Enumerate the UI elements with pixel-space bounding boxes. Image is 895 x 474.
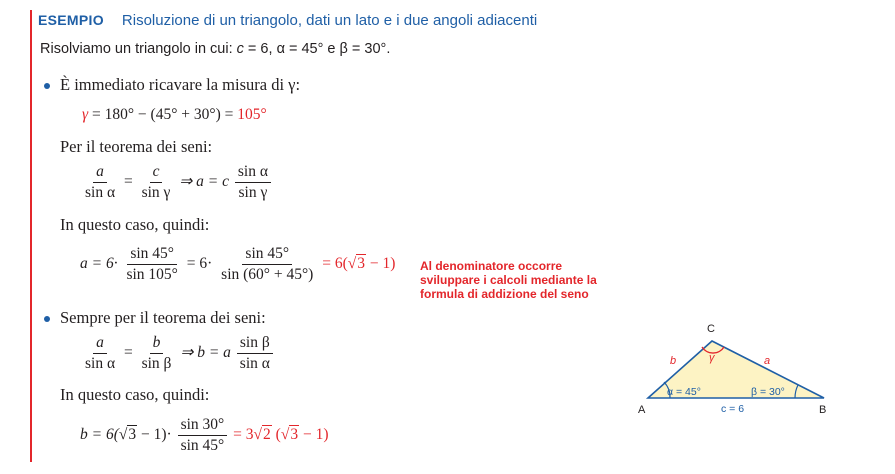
law1-equals: = (123, 172, 133, 190)
angle-gamma-label: γ (709, 352, 715, 364)
step1-text: È immediato ricavare la misura di γ: (60, 75, 301, 94)
gamma-calc: = 180° − (45° + 30°) = (88, 106, 238, 123)
addition-formula-note: Al denominatore occorre sviluppare i calcoli mediante la formula di addizione del seno (420, 259, 597, 301)
case2-formula (80, 416, 329, 455)
bullet-2 (44, 316, 50, 322)
case2-lhs: b = 6(√3 − 1)· (80, 425, 172, 443)
case1-label: In questo caso, quindi: (60, 215, 210, 234)
law1-label: Per il teorema dei seni: (60, 137, 213, 156)
case1-frac-1: $\frac{\sin 45^\circ}{\sin 105^\circ}$ (126, 245, 178, 283)
law1-formula (80, 163, 273, 202)
case2-result: = 3√2 (√3 − 1) (233, 425, 329, 443)
example-tag: ESEMPIO (38, 12, 104, 28)
bullet-1 (44, 83, 50, 89)
intro-beta: β = 30° (339, 41, 387, 57)
example-header (38, 12, 537, 30)
law1-frac-ratio: $\frac{\text{sin α}}{\text{sin γ}}$ (235, 163, 271, 202)
gamma-equation (82, 106, 267, 124)
intro-period: . (386, 41, 391, 57)
intro-c-value: = 6, (243, 41, 277, 57)
side-b-label: b (670, 355, 677, 367)
vertex-c-label: C (707, 323, 715, 335)
law2-formula (80, 334, 275, 373)
intro-and: e (323, 41, 340, 57)
law2-equals: = (123, 343, 133, 361)
law1-implies: ⇒ a = c (179, 172, 229, 190)
intro-text: Risolviamo un triangolo in cui: (40, 41, 237, 57)
side-c-label: c = 6 (721, 403, 745, 415)
left-accent-bar (30, 10, 32, 462)
intro-c: c (236, 41, 244, 57)
side-a-label: a (764, 355, 771, 367)
law1-frac-c: $\frac{c}{\text{sin γ}}$ (141, 163, 171, 201)
case1-lhs: a = 6· (80, 254, 118, 272)
vertex-b-label: B (819, 404, 827, 416)
case1-mid: = 6· (186, 254, 213, 272)
step2-text: Sempre per il teorema dei seni: (60, 308, 266, 327)
law2-frac-a: $\frac{a}{\text{sin α}}$ (85, 334, 116, 372)
vertex-a-label: A (638, 404, 646, 416)
case1-formula (80, 245, 395, 284)
case1-frac-2: $\frac{\sin 45^\circ}{\sin (60^\circ + 45^\circ)}$ (221, 245, 314, 283)
law1-frac-a: $\frac{a}{\text{sin α}}$ (85, 163, 116, 201)
angle-beta-label: β = 30° (751, 386, 785, 398)
case2-label: In questo caso, quindi: (60, 385, 210, 404)
gamma-result: 105° (237, 106, 267, 123)
law2-frac-ratio: $\frac{\text{sin β}}{\text{sin α}}$ (237, 334, 273, 373)
triangle-figure (630, 318, 840, 418)
gamma-symbol: γ (82, 106, 89, 123)
law2-frac-b: $\frac{b}{\text{sin β}}$ (141, 334, 172, 372)
law2-implies: ⇒ b = a (180, 343, 231, 361)
angle-alpha-label: α = 45° (667, 386, 701, 398)
case1-result: = 6(√3 − 1) (322, 254, 396, 272)
case2-frac: $\frac{\sin 30^\circ}{\sin 45^\circ}$ (178, 416, 228, 455)
example-title: Risoluzione di un triangolo, dati un lato e i due angoli adiacenti (121, 12, 538, 29)
intro-alpha: α = 45° (276, 41, 324, 57)
intro-line (40, 41, 390, 57)
